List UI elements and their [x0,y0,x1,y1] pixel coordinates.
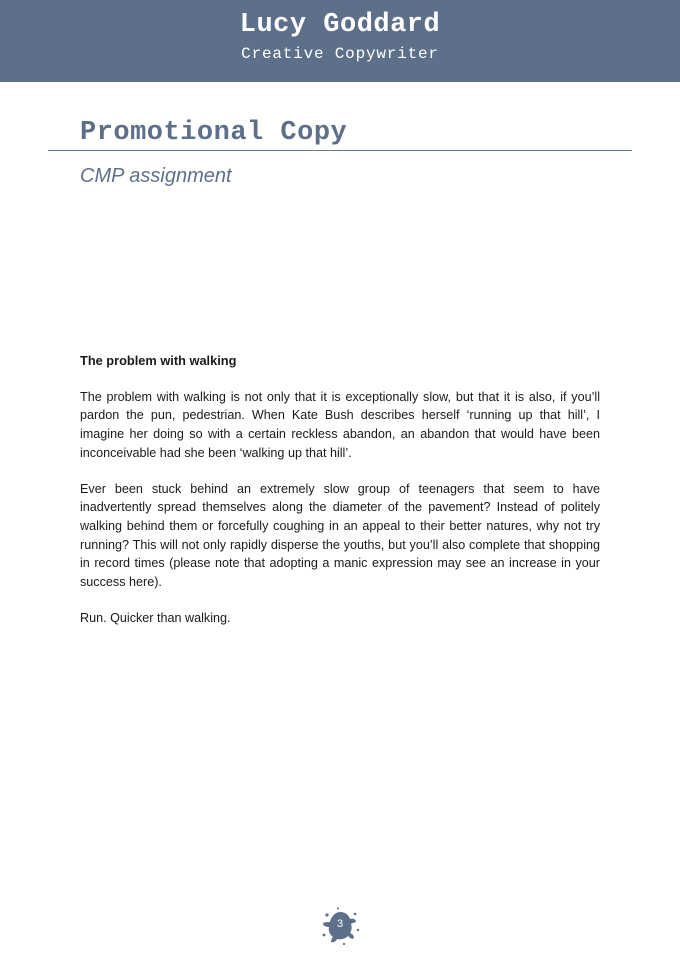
page-number: 3 [336,918,344,930]
article-paragraph: Run. Quicker than walking. [80,610,231,625]
author-role: Creative Copywriter [241,45,439,63]
author-name: Lucy Goddard [239,10,441,40]
section-title: Promotional Copy [80,118,348,148]
article [80,352,600,644]
header-band [0,0,680,82]
article-heading: The problem with walking [80,353,237,368]
title-divider [48,150,632,151]
article-paragraph: Ever been stuck behind an extremely slow group of teenagers that seem to have inadvertently spread themselves along the diameter of the pavement? Instead of politely walking behind them or forcefully coughing in an appeal to their better natures, why not try running? This will not only rapidly disperse the youths, but you’ll also complete that shopping in record times (please note that adopting a manic expression may see an increase in your success here). [80,481,600,590]
section-subtitle: CMP assignment [80,165,232,187]
article-paragraph: The problem with walking is not only that it is exceptionally slow, but that it is also, if you’ll pardon the pun, pedestrian. When Kate Bush describes herself ‘running up that hill’, I imagine her doing so with a certain reckless abandon, an abandon that would have been inconceivable had she been ‘walking up that hill’. [80,389,600,460]
page-badge [318,906,362,946]
